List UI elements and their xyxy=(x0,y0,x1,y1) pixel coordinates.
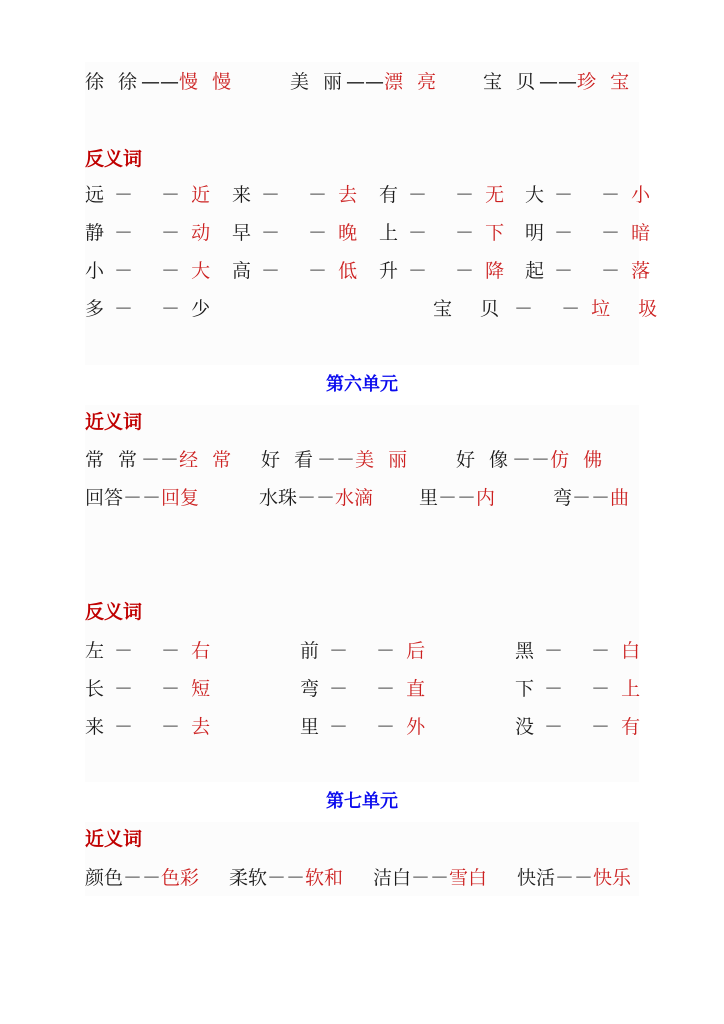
dash: － － xyxy=(114,260,192,282)
antonyms-heading: 反义词 xyxy=(85,601,143,623)
answer: 去 xyxy=(338,184,358,206)
answer: 软和 xyxy=(305,867,344,889)
word: 高 xyxy=(232,260,252,282)
word: 静 xyxy=(85,222,105,244)
unit6-title: 第六单元 xyxy=(326,374,398,395)
word-pair xyxy=(515,712,640,742)
word-pair xyxy=(419,483,495,513)
word: 柔软 xyxy=(229,867,268,889)
dash: － － xyxy=(554,222,632,244)
antonym-row xyxy=(85,256,651,286)
word-pair xyxy=(300,674,425,704)
word: 好 看 xyxy=(261,449,318,471)
dash: － － xyxy=(514,298,592,320)
word: 没 xyxy=(515,716,535,738)
word-pair xyxy=(85,67,235,97)
answer: 色彩 xyxy=(161,867,200,889)
word-pair xyxy=(483,67,633,97)
word: 多 xyxy=(85,298,105,320)
answer: 快乐 xyxy=(593,867,632,889)
answer: 后 xyxy=(406,640,426,662)
dash: － － xyxy=(114,184,192,206)
dash: － － xyxy=(114,640,192,662)
dash: － － xyxy=(329,640,407,662)
word-pair xyxy=(85,294,210,324)
synonym-row xyxy=(85,445,639,475)
word: 颜色 xyxy=(85,867,124,889)
word: 回答 xyxy=(85,487,124,509)
answer: 美 丽 xyxy=(355,449,412,471)
dash: －－ xyxy=(267,867,306,889)
word: 小 xyxy=(85,260,105,282)
word-pair xyxy=(232,218,357,248)
answer: 漂 亮 xyxy=(384,71,441,93)
word-pair xyxy=(85,256,210,286)
answer: 无 xyxy=(485,184,505,206)
word: 前 xyxy=(300,640,320,662)
synonym-row xyxy=(85,67,639,97)
word: 徐 徐 xyxy=(85,71,142,93)
answer: 水滴 xyxy=(335,487,374,509)
answer: 回复 xyxy=(161,487,200,509)
answer: 仿 佛 xyxy=(550,449,607,471)
answer: 慢 慢 xyxy=(179,71,236,93)
word-pair xyxy=(259,483,373,513)
unit5-panel xyxy=(85,62,669,365)
word: 黑 xyxy=(515,640,535,662)
synonym-row xyxy=(85,863,639,893)
answer: 有 xyxy=(621,716,641,738)
answer: 短 xyxy=(191,678,211,700)
dash: － － xyxy=(544,678,622,700)
antonym-row xyxy=(85,712,639,742)
answer: 动 xyxy=(191,222,211,244)
word: 里 xyxy=(300,716,320,738)
answer: 少 xyxy=(191,298,211,320)
word-pair xyxy=(85,674,210,704)
dash: － － xyxy=(544,716,622,738)
antonym-row xyxy=(85,294,669,324)
word-pair xyxy=(515,674,640,704)
word: 早 xyxy=(232,222,252,244)
word-pair xyxy=(85,445,235,475)
dash: － － xyxy=(261,222,339,244)
word-pair xyxy=(379,180,504,210)
word: 上 xyxy=(379,222,399,244)
answer: 低 xyxy=(338,260,358,282)
word: 弯 xyxy=(553,487,573,509)
word-pair xyxy=(85,863,199,893)
answer: 雪白 xyxy=(449,867,488,889)
word: 宝 贝 xyxy=(433,298,511,320)
word: 长 xyxy=(85,678,105,700)
unit7-title: 第七单元 xyxy=(326,791,398,812)
answer: 落 xyxy=(631,260,651,282)
word-pair xyxy=(515,636,640,666)
word: 洁白 xyxy=(373,867,412,889)
answer: 白 xyxy=(621,640,641,662)
dash: － － xyxy=(114,298,192,320)
dash: － － xyxy=(408,260,486,282)
dash: － － xyxy=(554,184,632,206)
word-pair xyxy=(261,445,411,475)
word-pair xyxy=(85,180,210,210)
answer: 晚 xyxy=(338,222,358,244)
word: 远 xyxy=(85,184,105,206)
word: 弯 xyxy=(300,678,320,700)
word-pair xyxy=(379,218,504,248)
dash: － － xyxy=(114,716,192,738)
dash: －－ xyxy=(123,487,162,509)
word-pair xyxy=(85,218,210,248)
synonyms-heading: 近义词 xyxy=(85,828,143,850)
word: 来 xyxy=(232,184,252,206)
dash: －－ xyxy=(297,487,336,509)
word: 常 常 xyxy=(85,449,142,471)
word: 下 xyxy=(515,678,535,700)
dash: － － xyxy=(261,184,339,206)
unit6-panel xyxy=(85,405,639,782)
dash: － － xyxy=(329,678,407,700)
dash: －－ xyxy=(512,449,551,471)
answer: 经 常 xyxy=(179,449,236,471)
answer: 右 xyxy=(191,640,211,662)
word-pair xyxy=(232,256,357,286)
word-pair xyxy=(517,863,631,893)
dash: － － xyxy=(554,260,632,282)
word-pair xyxy=(85,712,210,742)
dash: － － xyxy=(261,260,339,282)
dash: －－ xyxy=(555,867,594,889)
dash: －－ xyxy=(438,487,477,509)
word-pair xyxy=(433,294,668,324)
word: 宝 贝 xyxy=(483,71,540,93)
dash: －－ xyxy=(141,449,180,471)
word-pair xyxy=(525,180,650,210)
dash: － － xyxy=(544,640,622,662)
word-pair xyxy=(229,863,343,893)
answer: 珍 宝 xyxy=(577,71,634,93)
answer: 上 xyxy=(621,678,641,700)
word-pair xyxy=(525,218,650,248)
answer: 降 xyxy=(485,260,505,282)
word: 美 丽 xyxy=(290,71,347,93)
word: 有 xyxy=(379,184,399,206)
dash: －－ xyxy=(317,449,356,471)
word: 好 像 xyxy=(456,449,513,471)
answer: 大 xyxy=(191,260,211,282)
dash: —— xyxy=(141,71,180,93)
dash: —— xyxy=(346,71,385,93)
answer: 暗 xyxy=(631,222,651,244)
answer: 直 xyxy=(406,678,426,700)
dash: － － xyxy=(114,678,192,700)
word: 水珠 xyxy=(259,487,298,509)
antonym-row xyxy=(85,218,651,248)
answer: 曲 xyxy=(610,487,630,509)
answer: 内 xyxy=(476,487,496,509)
antonym-row xyxy=(85,636,639,666)
word-pair xyxy=(373,863,487,893)
antonym-row xyxy=(85,180,651,210)
synonym-row xyxy=(85,483,639,513)
unit7-panel xyxy=(85,822,639,896)
synonyms-heading: 近义词 xyxy=(85,411,143,433)
word-pair xyxy=(300,636,425,666)
dash: － － xyxy=(114,222,192,244)
dash: —— xyxy=(539,71,578,93)
word-pair xyxy=(456,445,606,475)
dash: －－ xyxy=(572,487,611,509)
answer: 小 xyxy=(631,184,651,206)
word: 左 xyxy=(85,640,105,662)
word: 升 xyxy=(379,260,399,282)
antonyms-heading: 反义词 xyxy=(85,148,143,170)
word-pair xyxy=(300,712,425,742)
word-pair xyxy=(379,256,504,286)
dash: － － xyxy=(408,222,486,244)
word-pair xyxy=(525,256,650,286)
dash: － － xyxy=(408,184,486,206)
word: 明 xyxy=(525,222,545,244)
word: 来 xyxy=(85,716,105,738)
word-pair xyxy=(553,483,629,513)
word: 快活 xyxy=(517,867,556,889)
answer: 外 xyxy=(406,716,426,738)
antonym-row xyxy=(85,674,639,704)
word: 里 xyxy=(419,487,439,509)
word-pair xyxy=(290,67,440,97)
dash: －－ xyxy=(123,867,162,889)
word: 起 xyxy=(525,260,545,282)
word-pair xyxy=(232,180,357,210)
word-pair xyxy=(85,483,199,513)
answer: 垃 圾 xyxy=(591,298,669,320)
answer: 去 xyxy=(191,716,211,738)
answer: 下 xyxy=(485,222,505,244)
dash: － － xyxy=(329,716,407,738)
dash: －－ xyxy=(411,867,450,889)
word: 大 xyxy=(525,184,545,206)
word-pair xyxy=(85,636,210,666)
answer: 近 xyxy=(191,184,211,206)
